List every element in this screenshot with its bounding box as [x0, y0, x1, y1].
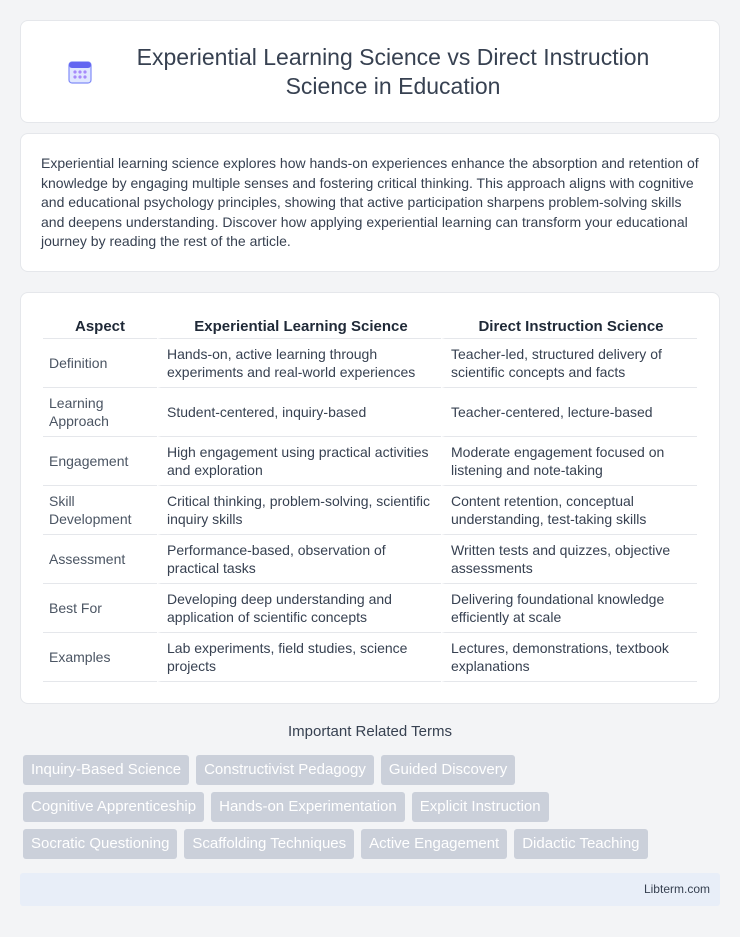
intro-paragraph: Experiential learning science explores how hands-on experiences enhance the absorption and retention of knowledge by engaging multiple senses and fostering critical thinking. This approach aligns with cognitive and educational psychology principles, showing that active participation sharpens problem-solving skills and deepens understanding. Discover how applying experiential learning can transform your educational journey by reading the rest of the article.	[41, 155, 699, 249]
cell-experiential: High engagement using practical activities and exploration	[157, 437, 441, 486]
related-term-tag[interactable]: Constructivist Pedagogy	[196, 755, 374, 785]
table-body	[43, 339, 697, 682]
cell-aspect: Examples	[43, 633, 157, 682]
cell-direct: Moderate engagement focused on listening and note-taking	[441, 437, 697, 486]
cell-experiential: Critical thinking, problem-solving, scientific inquiry skills	[157, 486, 441, 535]
cell-experiential: Hands-on, active learning through experiments and real-world experiences	[157, 339, 441, 388]
cell-direct: Written tests and quizzes, objective assessments	[441, 535, 697, 584]
cell-direct: Teacher-led, structured delivery of scientific concepts and facts	[441, 339, 697, 388]
calendar-grid-icon	[67, 59, 93, 85]
table-row	[43, 584, 697, 633]
page-title: Experiential Learning Science vs Direct Instruction Science in Education	[136, 43, 650, 99]
footer	[20, 873, 720, 906]
cell-aspect: Assessment	[43, 535, 157, 584]
title-wrap	[67, 43, 673, 101]
tag-row	[23, 755, 723, 785]
related-term-tag[interactable]: Inquiry-Based Science	[23, 755, 189, 785]
cell-experiential: Lab experiments, field studies, science projects	[157, 633, 441, 682]
comparison-card	[20, 292, 720, 704]
related-term-tag[interactable]: Explicit Instruction	[412, 792, 549, 822]
related-term-tag[interactable]: Hands-on Experimentation	[211, 792, 405, 822]
related-terms-list	[23, 755, 723, 866]
comparison-table	[43, 315, 697, 682]
table-row	[43, 535, 697, 584]
header-experiential: Experiential Learning Science	[157, 315, 441, 339]
cell-aspect: Learning Approach	[43, 388, 157, 437]
intro-card	[20, 133, 720, 272]
cell-experiential: Student-centered, inquiry-based	[157, 388, 441, 437]
header-aspect: Aspect	[43, 315, 157, 339]
cell-aspect: Skill Development	[43, 486, 157, 535]
title-card	[20, 20, 720, 123]
footer-brand[interactable]: Libterm.com	[643, 882, 710, 896]
table-row	[43, 437, 697, 486]
related-term-tag[interactable]: Scaffolding Techniques	[184, 829, 354, 859]
cell-direct: Teacher-centered, lecture-based	[441, 388, 697, 437]
related-terms-title: Important Related Terms	[288, 723, 452, 740]
related-term-tag[interactable]: Guided Discovery	[381, 755, 515, 785]
tag-row	[23, 792, 723, 822]
table-row	[43, 339, 697, 388]
table-row	[43, 633, 697, 682]
cell-aspect: Best For	[43, 584, 157, 633]
related-term-tag[interactable]: Didactic Teaching	[514, 829, 647, 859]
cell-aspect: Engagement	[43, 437, 157, 486]
header-direct: Direct Instruction Science	[441, 315, 697, 339]
related-term-tag[interactable]: Socratic Questioning	[23, 829, 177, 859]
cell-direct: Delivering foundational knowledge efficiently at scale	[441, 584, 697, 633]
cell-direct: Content retention, conceptual understanding, test-taking skills	[441, 486, 697, 535]
table-header-row	[43, 315, 697, 339]
cell-experiential: Developing deep understanding and application of scientific concepts	[157, 584, 441, 633]
related-term-tag[interactable]: Active Engagement	[361, 829, 507, 859]
cell-aspect: Definition	[43, 339, 157, 388]
cell-direct: Lectures, demonstrations, textbook explanations	[441, 633, 697, 682]
table-row	[43, 486, 697, 535]
tag-row	[23, 829, 723, 859]
table-row	[43, 388, 697, 437]
cell-experiential: Performance-based, observation of practical tasks	[157, 535, 441, 584]
related-term-tag[interactable]: Cognitive Apprenticeship	[23, 792, 204, 822]
